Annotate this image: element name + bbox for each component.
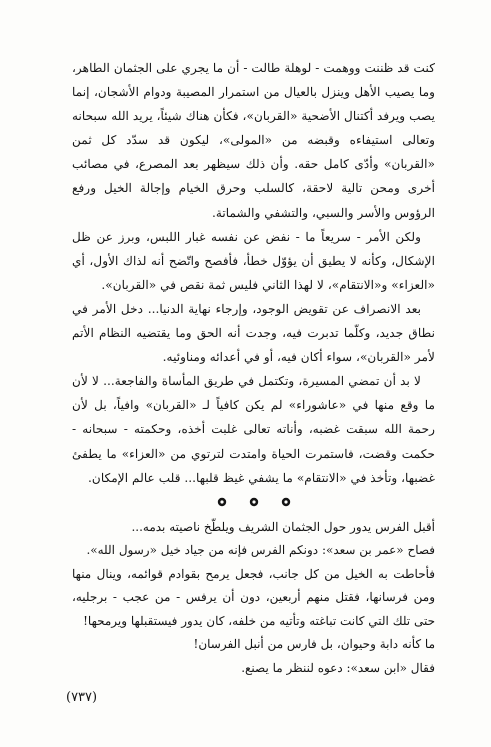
section-divider — [72, 492, 435, 512]
page-number: (٧٣٧) — [66, 690, 98, 705]
star-ornament-icon — [217, 497, 227, 507]
story-line: فصاح «عمر بن سعد»: دونكم الفرس فإنه من جياد خيل «رسول الله». — [86, 543, 435, 558]
star-ornament-icon — [281, 497, 291, 507]
paragraph: بعد الانصراف عن تقويض الوجود، وإرجاء نهاية الدنيا... دخل الأمر في نطاق جديد، وكلّما تدبرت فيه، وجدت أنه الحق وما يقتضيه النظام الأتم لأمر «القربان»، سواء أكان فيه، أو في أعدائه ومناوئيه. — [72, 301, 435, 365]
story-line: ما كأنه دابة وحيوان، بل فارس من أنبل الفرسان! — [193, 637, 435, 652]
paragraph: ولكن الأمر - سريعاً ما - نفض عن نفسه غبار اللبس، وبرز عن ظل الإشكال، وكأنه لا يطيق أن يؤوّل خطأ، فأفصح واتّضح أنه لذاك الأول، أي «العزاء» و«الانتقام»، لا لهذا الثاني فليس ثمة نقص في «القربان». — [72, 229, 435, 292]
paragraph: كنت قد ظننت ووهمت - لوهلة طالت - أن ما يجري على الجثمان الطاهر، وما يصيب الأهل وينزل بالعيال من استمرار المصيبة ودوام الأشجان، إنما يصب ويرفد أكتنال الأضحية «القربان»، فكأن هناك شيئاً، يريد الله سبحانه وتعالى استيفاءه وقبضه من «المولى»، ليكون قد سدّد كل ثمن «القربان» وأدّى كامل حقه. وأن ذلك سيظهر بعد المصرع، في مصائب أخرى ومحن تالية لاحقة، كالسلب وحرق الخيام وإجالة الخيل ورفع الرؤوس والأسر والسبي، والتشفي والشماتة. — [72, 61, 435, 220]
narrative-section — [72, 516, 435, 681]
story-line: أقبل الفرس يدور حول الجثمان الشريف ويلطّخ ناصيته بدمه... — [131, 519, 435, 534]
paragraph: لا بد أن تمضي المسيرة، وتكتمل في طريق المأساة والفاجعة... لا لأن ما وقع منها في «عاشوراء» لم يكن كافياً لـ «القربان» وافياً، بل لأن رحمة الله سبقت غضبه، وأناته تعالى غلبت أخذه، وحكمته - سبحانه - حكمت وقضت، فاستمرت الحياة وامتدت لترتوي من «العزاء» ما يطفئ غضبها، وتأخذ في «الانتقام» ما يشفي غيظ قلبها... قلب عالم الإمكان. — [72, 374, 435, 485]
star-ornament-icon — [249, 497, 259, 507]
story-line: فقال «ابن سعد»: دعوه لننظر ما يصنع. — [241, 660, 435, 675]
story-line: فأحاطت به الخيل من كل جانب، فجعل يرمح بقوادم قوائمه، وينال منها ومن فرسانها، فقتل منهم أربعين، دون أن يرفس - من عجب - برجليه، حتى تلك التي كانت تباغته وتأتيه من خلفه، كان يدور فيستقبلها ويرمحها! — [72, 566, 435, 628]
page-body — [72, 56, 435, 680]
